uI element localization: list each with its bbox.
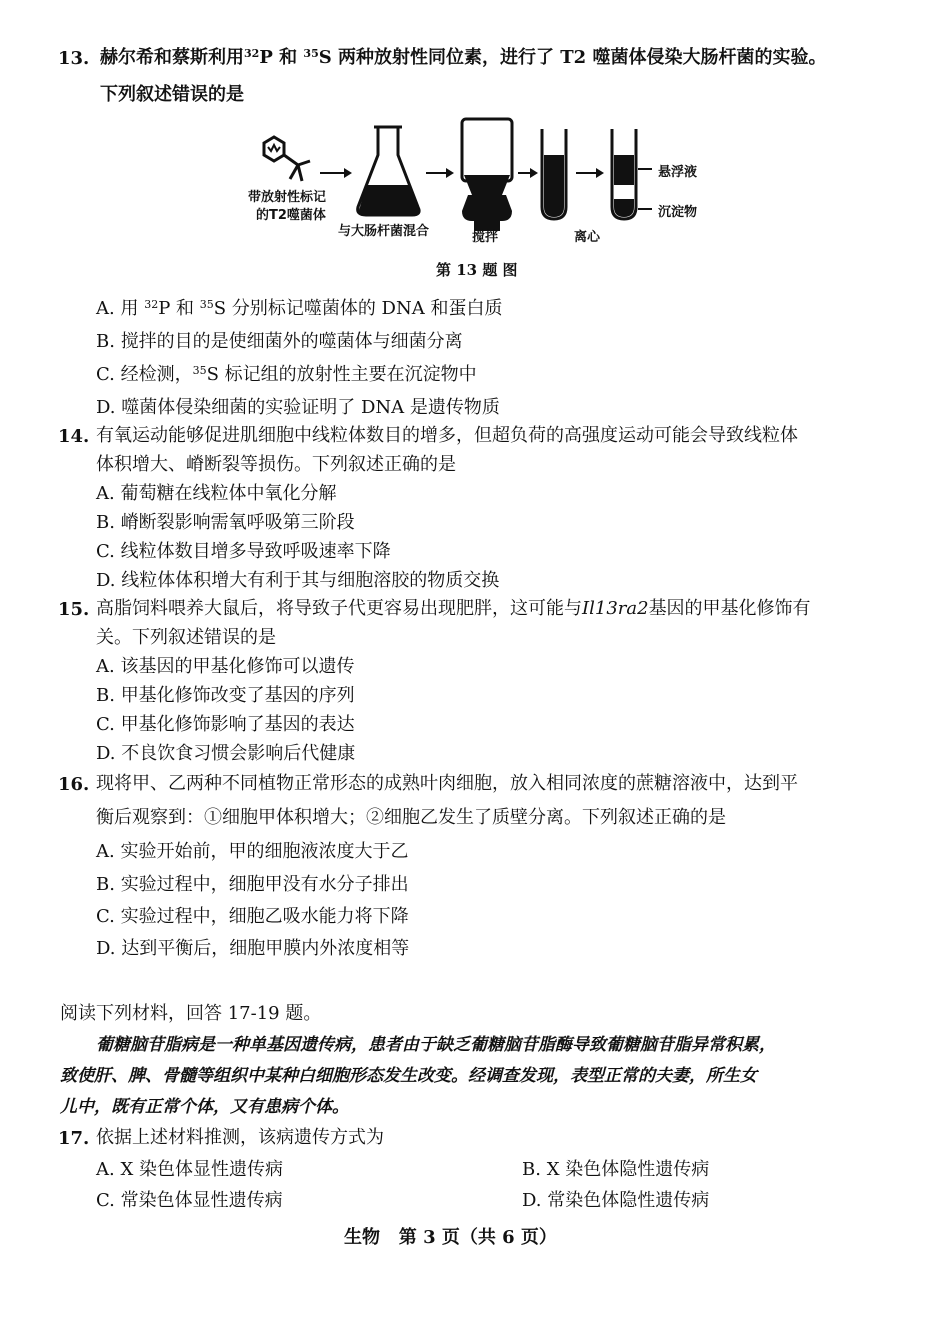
q14-option-b: B. 嵴断裂影响需氧呼吸第三阶段 bbox=[96, 512, 355, 533]
blender-icon bbox=[462, 119, 512, 231]
flask-icon bbox=[358, 127, 419, 215]
q16-option-b: B. 实验过程中，细胞甲没有水分子排出 bbox=[96, 874, 409, 895]
q13-option-a: A. 用 $^{32}$P 和 $^{35}$S 分别标记噬菌体的 DNA 和蛋白质 bbox=[96, 298, 503, 319]
q14-stem-line1: 有氧运动能够促进肌细胞中线粒体数目的增多，但超负荷的高强度运动可能会导致线粒体 bbox=[96, 425, 798, 446]
q15-option-d: D. 不良饮食习惯会影响后代健康 bbox=[96, 743, 356, 764]
q17-option-a: A. X 染色体显性遗传病 bbox=[96, 1159, 284, 1180]
q16-stem-line1: 现将甲、乙两种不同植物正常形态的成熟叶肉细胞，放入相同浓度的蔗糖溶液中，达到平 bbox=[96, 773, 798, 794]
precipitate-label: 沉淀物 bbox=[658, 205, 698, 220]
q15-option-b: B. 甲基化修饰改变了基因的序列 bbox=[96, 685, 355, 706]
q14-option-d: D. 线粒体体积增大有利于其与细胞溶胶的物质交换 bbox=[96, 570, 500, 591]
q15-option-a: A. 该基因的甲基化修饰可以遗传 bbox=[96, 656, 355, 677]
q17-number: 17. bbox=[58, 1128, 90, 1149]
supernatant-label: 悬浮液 bbox=[658, 165, 698, 180]
q13-option-d: D. 噬菌体侵染细菌的实验证明了 DNA 是遗传物质 bbox=[96, 397, 500, 418]
q16-stem-line2: 衡后观察到：①细胞甲体积增大；②细胞乙发生了质壁分离。下列叙述正确的是 bbox=[96, 807, 726, 828]
page-footer: 生物 第 3 页（共 6 页） bbox=[344, 1227, 557, 1248]
q15-stem-line2: 关。下列叙述错误的是 bbox=[96, 627, 276, 648]
q13-stem-line2: 下列叙述错误的是 bbox=[100, 84, 244, 105]
q16-number: 16. bbox=[58, 774, 90, 795]
q14-option-c: C. 线粒体数目增多导致呼吸速率下降 bbox=[96, 541, 391, 562]
q13-stem-line1: 赫尔希和蔡斯利用$^{32}$P 和 $^{35}$S 两种放射性同位素，进行了 T2 噬菌体侵染大肠杆菌的实验。 bbox=[100, 47, 827, 68]
q13-option-c: C. 经检测，$^{35}$S 标记组的放射性主要在沉淀物中 bbox=[96, 364, 477, 385]
figure-caption: 第 13 题 图 bbox=[436, 261, 518, 279]
phage-label-2: 的T2噬菌体 bbox=[256, 208, 326, 223]
q15-stem-line1: 高脂饲料喂养大鼠后，将导致子代更容易出现肥胖，这可能与Il13ra2基因的甲基化修饰有 bbox=[96, 598, 811, 619]
q16-option-a: A. 实验开始前，甲的细胞液浓度大于乙 bbox=[96, 841, 409, 862]
q15-number: 15. bbox=[58, 599, 90, 620]
phage-icon bbox=[264, 137, 310, 181]
q16-option-c: C. 实验过程中，细胞乙吸水能力将下降 bbox=[96, 906, 409, 927]
q15-option-c: C. 甲基化修饰影响了基因的表达 bbox=[96, 714, 355, 735]
q14-option-a: A. 葡萄糖在线粒体中氧化分解 bbox=[96, 483, 337, 504]
mix-label: 与大肠杆菌混合 bbox=[338, 224, 430, 239]
phage-label-1: 带放射性标记 bbox=[248, 190, 327, 205]
test-tube-separated-icon bbox=[612, 129, 652, 219]
reading-intro: 阅读下列材料，回答 17-19 题。 bbox=[60, 1003, 322, 1024]
q13-option-b: B. 搅拌的目的是使细菌外的噬菌体与细菌分离 bbox=[96, 331, 463, 352]
q17-option-d: D. 常染色体隐性遗传病 bbox=[522, 1190, 710, 1211]
test-tube-mixed-icon bbox=[542, 129, 566, 219]
stir-label: 搅拌 bbox=[472, 230, 499, 245]
q16-option-d: D. 达到平衡后，细胞甲膜内外浓度相等 bbox=[96, 938, 410, 959]
centrifuge-label: 离心 bbox=[574, 230, 601, 245]
q17-option-b: B. X 染色体隐性遗传病 bbox=[522, 1159, 710, 1180]
q13-number: 13. bbox=[58, 48, 90, 69]
q17-stem: 依据上述材料推测，该病遗传方式为 bbox=[96, 1127, 384, 1148]
material-line1: 葡糖脑苷脂病是一种单基因遗传病，患者由于缺乏葡糖脑苷脂酶导致葡糖脑苷脂异常积累， bbox=[96, 1035, 776, 1055]
material-line2: 致使肝、脾、骨髓等组织中某种白细胞形态发生改变。经调查发现，表型正常的夫妻，所生女 bbox=[60, 1066, 757, 1086]
q14-stem-line2: 体积增大、嵴断裂等损伤。下列叙述正确的是 bbox=[96, 454, 456, 475]
q14-number: 14. bbox=[58, 426, 90, 447]
q17-option-c: C. 常染色体显性遗传病 bbox=[96, 1190, 283, 1211]
material-line3: 儿中，既有正常个体，又有患病个体。 bbox=[60, 1097, 349, 1117]
